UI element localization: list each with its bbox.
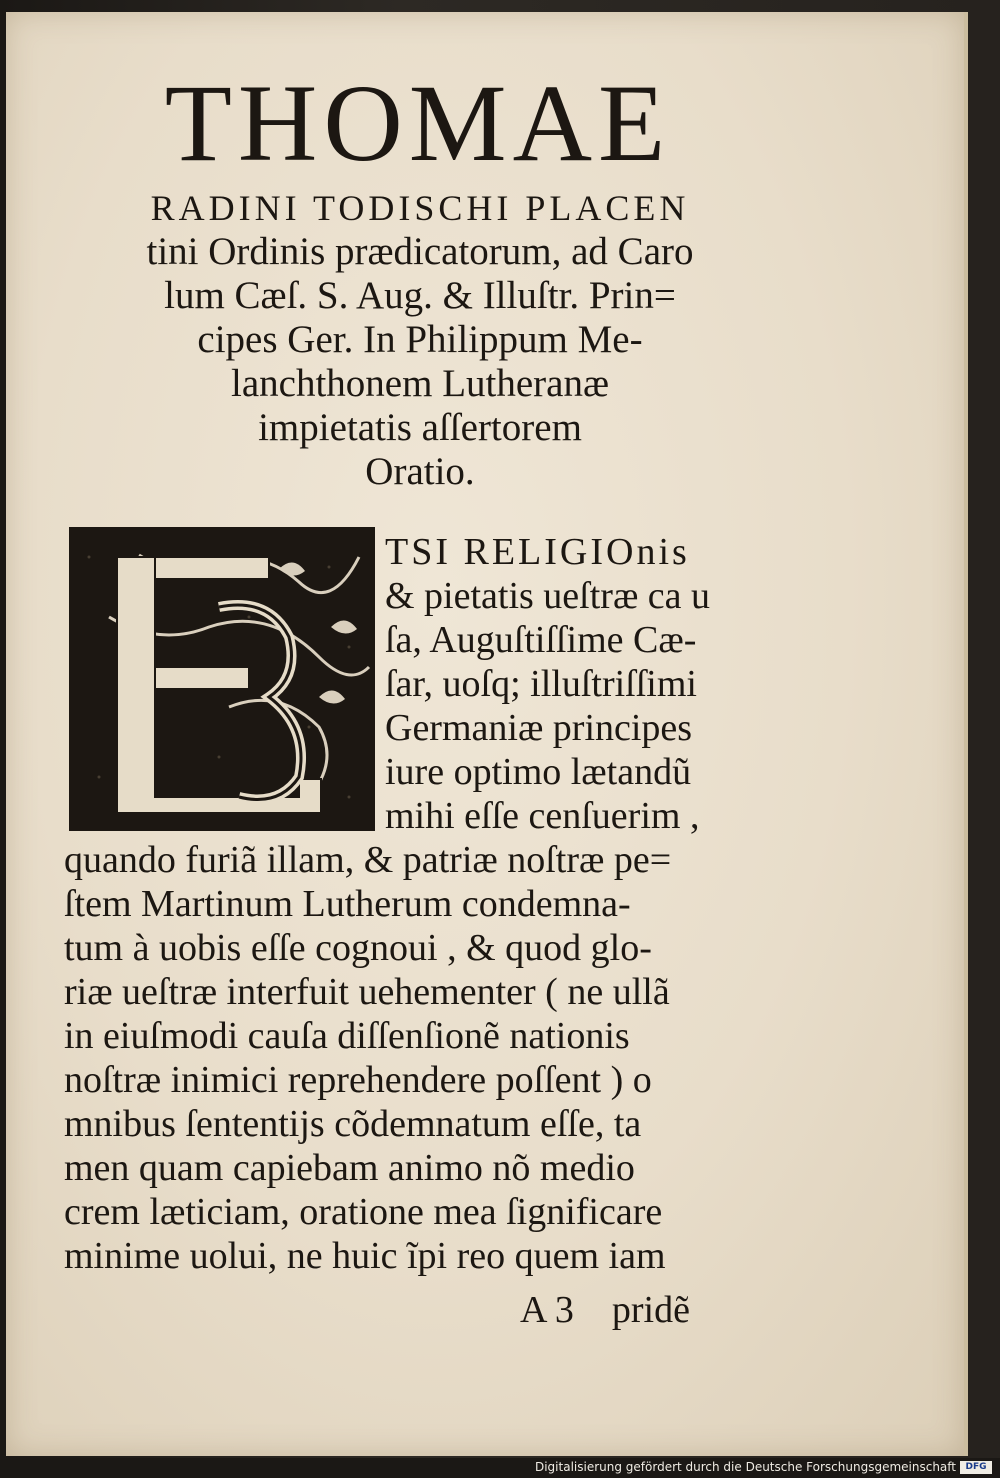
- text-line: crem læticiam, oratione mea ſignificare: [64, 1191, 663, 1233]
- dfg-logo: DFG: [960, 1461, 992, 1474]
- text-line: in eiuſmodi cauſa diſſenſionẽ nationis: [64, 1015, 630, 1057]
- text-line: ſar, uoſq; illuſtriſſimi: [385, 663, 697, 705]
- title-line: cipes Ger. In Philippum Me-: [197, 318, 643, 361]
- text-line: Germaniæ principes: [385, 707, 693, 749]
- funding-credit: Digitalisierung gefördert durch die Deutsche Forschungsgemeinschaft: [534, 1460, 956, 1474]
- text-line: minime uolui, ne huic ĩpi reo quem iam: [64, 1235, 666, 1277]
- text-line: mnibus ſententijs cõdemnatum eſſe, ta: [64, 1103, 642, 1145]
- title-block: [70, 186, 770, 494]
- page-foot: [520, 1288, 760, 1332]
- text-line: mihi eſſe cenſuerim ,: [385, 795, 700, 837]
- text-line: & pietatis ueſtræ ca u: [385, 575, 711, 617]
- text-line: quando furiã illam, & patriæ noſtræ pe=: [64, 839, 672, 881]
- title-line: lum Cæſ. S. Aug. & Illuſtr. Prin=: [164, 274, 676, 317]
- text-line: ſa, Auguſtiſſime Cæ-: [385, 619, 697, 661]
- text-line: iure optimo lætandũ: [385, 751, 692, 793]
- title-main: THOMAE: [164, 62, 672, 184]
- title-line: impietatis aſſertorem: [258, 406, 582, 449]
- text-line: ſtem Martinum Lutherum condemna-: [64, 883, 631, 925]
- title-line: tini Ordinis prædicatorum, ad Caro: [146, 230, 694, 273]
- text-line: TSI RELIGIOnis: [385, 531, 690, 573]
- footer-bar: [0, 1458, 1000, 1478]
- decorated-initial-E: [69, 527, 375, 831]
- text-line: noſtræ inimici reprehendere poſſent ) o: [64, 1059, 652, 1101]
- text-line: riæ ueſtræ interfuit uehementer ( ne ullã: [64, 971, 670, 1013]
- title-line: lanchthonem Lutheranæ: [231, 362, 609, 405]
- signature-mark: A 3: [520, 1289, 574, 1331]
- text-beside-initial: [385, 530, 755, 838]
- text-line: tum à uobis eſſe cognoui , & quod glo-: [64, 927, 652, 969]
- text-line: men quam capiebam animo nõ medio: [64, 1147, 635, 1189]
- title-line: Oratio.: [365, 450, 475, 493]
- catchword: pridẽ: [611, 1289, 690, 1331]
- title-line: RADINI TODISCHI PLACEN: [150, 188, 690, 228]
- initial-woodcut: [69, 527, 375, 831]
- text-body: [64, 838, 754, 1278]
